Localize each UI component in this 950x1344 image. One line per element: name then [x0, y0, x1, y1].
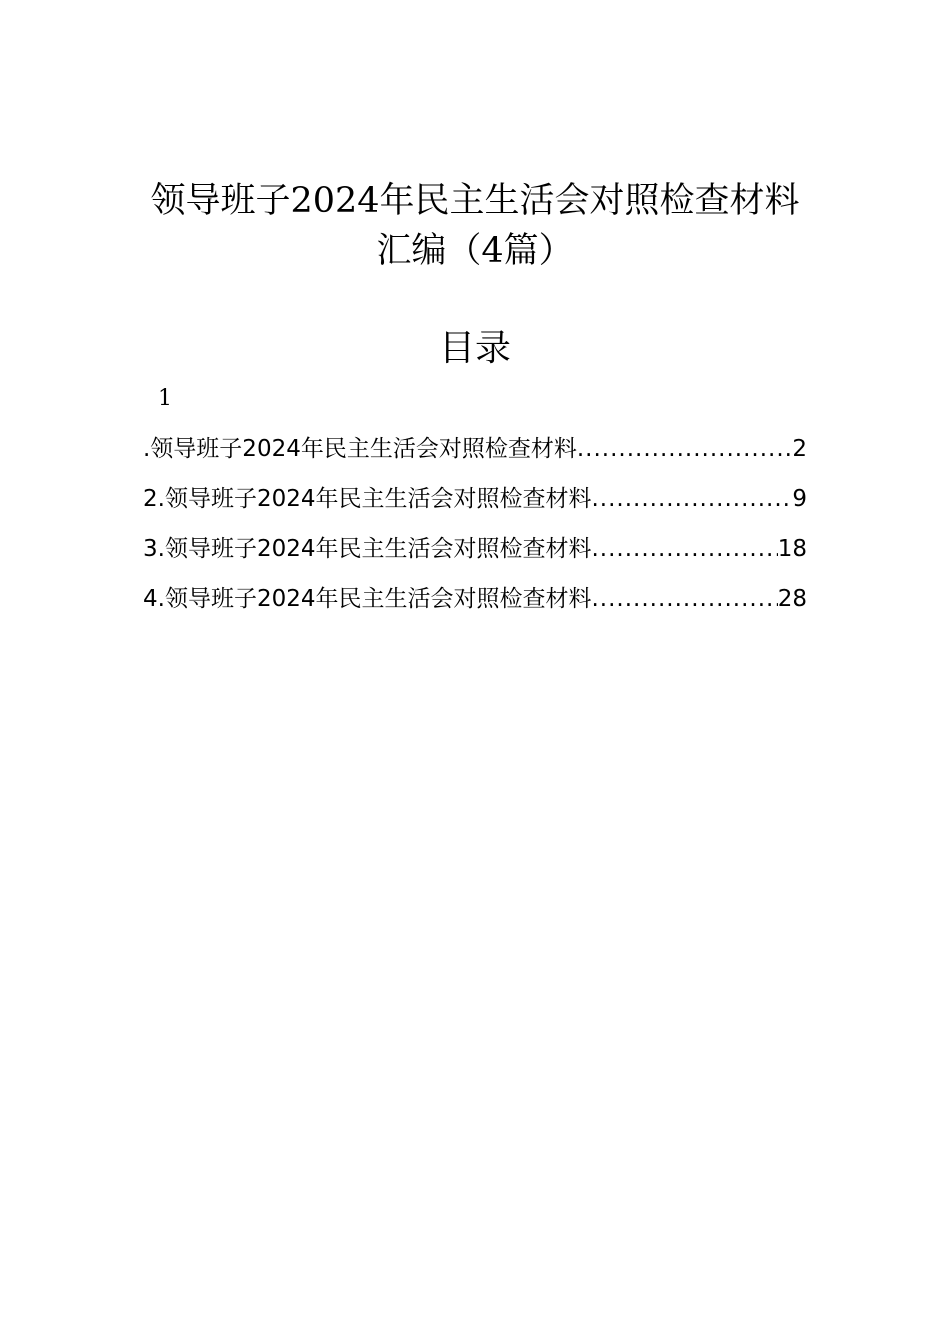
document-title-line-2: 汇编（4篇）: [376, 231, 574, 271]
toc-entry-page: 2: [792, 436, 807, 462]
toc-leader-dots: [591, 528, 777, 570]
toc-leader-dots: [591, 578, 777, 620]
toc-entry-title: .领导班子2024年民主生活会对照检查材料: [143, 436, 577, 462]
toc-entry-1[interactable]: [143, 428, 807, 478]
table-of-contents: [143, 428, 807, 628]
toc-leader-dots: [577, 428, 793, 470]
toc-entry-3[interactable]: [143, 528, 807, 578]
toc-entry-2[interactable]: [143, 478, 807, 528]
toc-entry-4[interactable]: [143, 578, 807, 628]
toc-entry-page: 9: [792, 486, 807, 512]
toc-entry-page: 18: [777, 536, 807, 562]
toc-entry-title: 4.领导班子2024年民主生活会对照检查材料: [143, 586, 592, 612]
toc-entry-title: 2.领导班子2024年民主生活会对照检查材料: [143, 486, 592, 512]
toc-entry-title: 3.领导班子2024年民主生活会对照检查材料: [143, 536, 592, 562]
toc-leader-dots: [591, 478, 792, 520]
document-title-line-1: 领导班子2024年民主生活会对照检查材料: [150, 181, 800, 221]
toc-heading: 目录: [438, 328, 511, 369]
toc-entry-page: 28: [777, 586, 807, 612]
stray-list-number: 1: [158, 386, 172, 411]
